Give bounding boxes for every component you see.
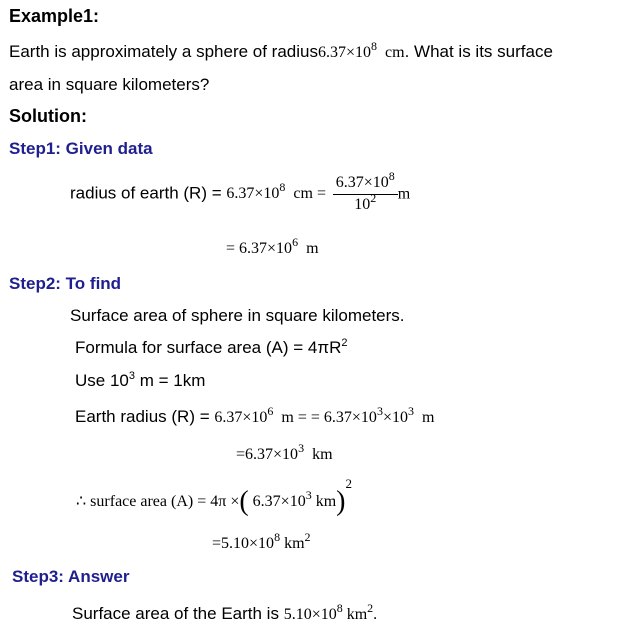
step2-radius-e1: 6 (267, 404, 274, 418)
step1-frac-den-base: 10 (354, 196, 371, 213)
step2-formula (75, 338, 347, 358)
step2-area-result: $=5.10\times 10^8$ $km^2$ (212, 530, 311, 552)
step3-answer-line: Surface area of the Earth is $5.10\times 10^8$ $km^2$. (72, 601, 378, 623)
step2-radius-line: Earth radius $(R) = 6.37\times 10^6$ m = = $6.37\times 10^3\times 10^3$ m (75, 404, 435, 426)
step2-area-unit: km (315, 493, 337, 510)
step1-result-eq: = (226, 240, 236, 257)
step2-area-result-exp: 8 (274, 530, 281, 544)
question-line-1 (9, 39, 553, 62)
step2-area-outer-exp: 2 (345, 476, 352, 491)
question-radius-exp: 8 (371, 39, 378, 53)
step3-answer-unit-exp: 2 (367, 601, 374, 615)
left-paren: ( (239, 486, 249, 517)
step1-label: radius of earth (R) = (70, 183, 222, 203)
step1-heading: Step1: Given data (9, 139, 153, 158)
step2-radius-e2: 3 (376, 404, 383, 418)
step3-answer-mantissa: 5.10 (283, 606, 312, 623)
step2-formula-exp: 2 (341, 337, 348, 349)
step2-km-exp: 3 (298, 441, 305, 455)
step2-km-eq: =6.37 (236, 446, 274, 463)
step2-use-exp: 3 (128, 370, 135, 382)
step2-radius-unit: m (421, 409, 435, 426)
step2-radius-mid: m = = (281, 409, 320, 426)
step3-answer-text: Surface area of the Earth is (72, 604, 279, 623)
question-line-2: area in square kilometers? (9, 75, 210, 94)
right-paren: ) (336, 486, 346, 517)
step1-fraction (333, 169, 398, 214)
step1-frac-unit: m (397, 185, 411, 203)
step2-km-unit: km (312, 446, 333, 463)
step1-result-mantissa: 6.37 (239, 240, 268, 257)
step3-answer-unit: km (346, 606, 368, 623)
step2-radius-label: Earth radius (R) = (75, 407, 210, 426)
step2-area-line: ∴ surface area (A) = 4π ×( $6.37\times 10^3$ km)$^2$ (76, 476, 352, 517)
step1-given-exp: 8 (279, 180, 286, 195)
step2-radius-e3: 3 (407, 404, 414, 418)
step2-radius-m1: 6.37 (214, 409, 243, 426)
step2-use-suffix: m = 1km (135, 371, 206, 390)
step1-fraction-numerator: $6.37\times 10^8$ (333, 174, 398, 195)
question-suffix: . What is its surface (404, 42, 553, 61)
step1-result-unit: m (306, 240, 319, 257)
step1-frac-num-exp: 8 (388, 169, 395, 183)
step2-therefore: ∴ surface area (A) = 4π × (76, 493, 240, 510)
times-sign: × (346, 44, 356, 61)
step1-result-line: = $6.37\times 10^6$ m (226, 235, 319, 257)
step2-area-exp: 3 (305, 488, 312, 502)
step3-answer-end: . (373, 606, 378, 623)
step1-frac-num-mantissa: 6.37 (335, 174, 364, 191)
step1-given-line: radius of earth $(R) = 6.37\times 10^8$ cm = $\frac{6.37\times 10^8}{10^2}$ m (70, 169, 411, 213)
step2-use-line (75, 371, 205, 391)
step2-use-prefix: Use 10 (75, 371, 129, 390)
step2-heading: Step2: To find (9, 274, 122, 293)
step2-area-result-value: =5.10 (212, 535, 250, 552)
step2-formula-text: Formula for surface area (A) = 4πR (75, 338, 342, 357)
step1-result-exp: 6 (292, 235, 299, 249)
solution-title: Solution: (9, 106, 87, 126)
step3-heading: Step3: Answer (12, 567, 130, 586)
step2-radius-m2: 6.37 (323, 409, 352, 426)
example-title: Example1: (9, 6, 100, 26)
step1-frac-den-exp: 2 (370, 191, 377, 205)
question-prefix: Earth is approximately a sphere of radius (9, 42, 318, 61)
step1-given-unit: cm = (293, 185, 326, 203)
step1-given-mantissa: 6.37 (226, 185, 255, 203)
step2-km-line: $=6.37\times 10^3$ km (236, 441, 333, 463)
step1-fraction-denominator (333, 191, 398, 214)
step2-area-mantissa: 6.37 (252, 493, 281, 510)
step3-answer-exp: 8 (336, 601, 343, 615)
step2-area-result-unit: km (284, 535, 305, 552)
question-radius-unit: cm (385, 44, 405, 61)
base-ten: 10 (355, 44, 372, 61)
step2-area-result-unit-exp: 2 (304, 530, 311, 544)
step2-line1: Surface area of sphere in square kilometers. (70, 306, 405, 325)
question-radius-mantissa: 6.37 (318, 44, 346, 61)
